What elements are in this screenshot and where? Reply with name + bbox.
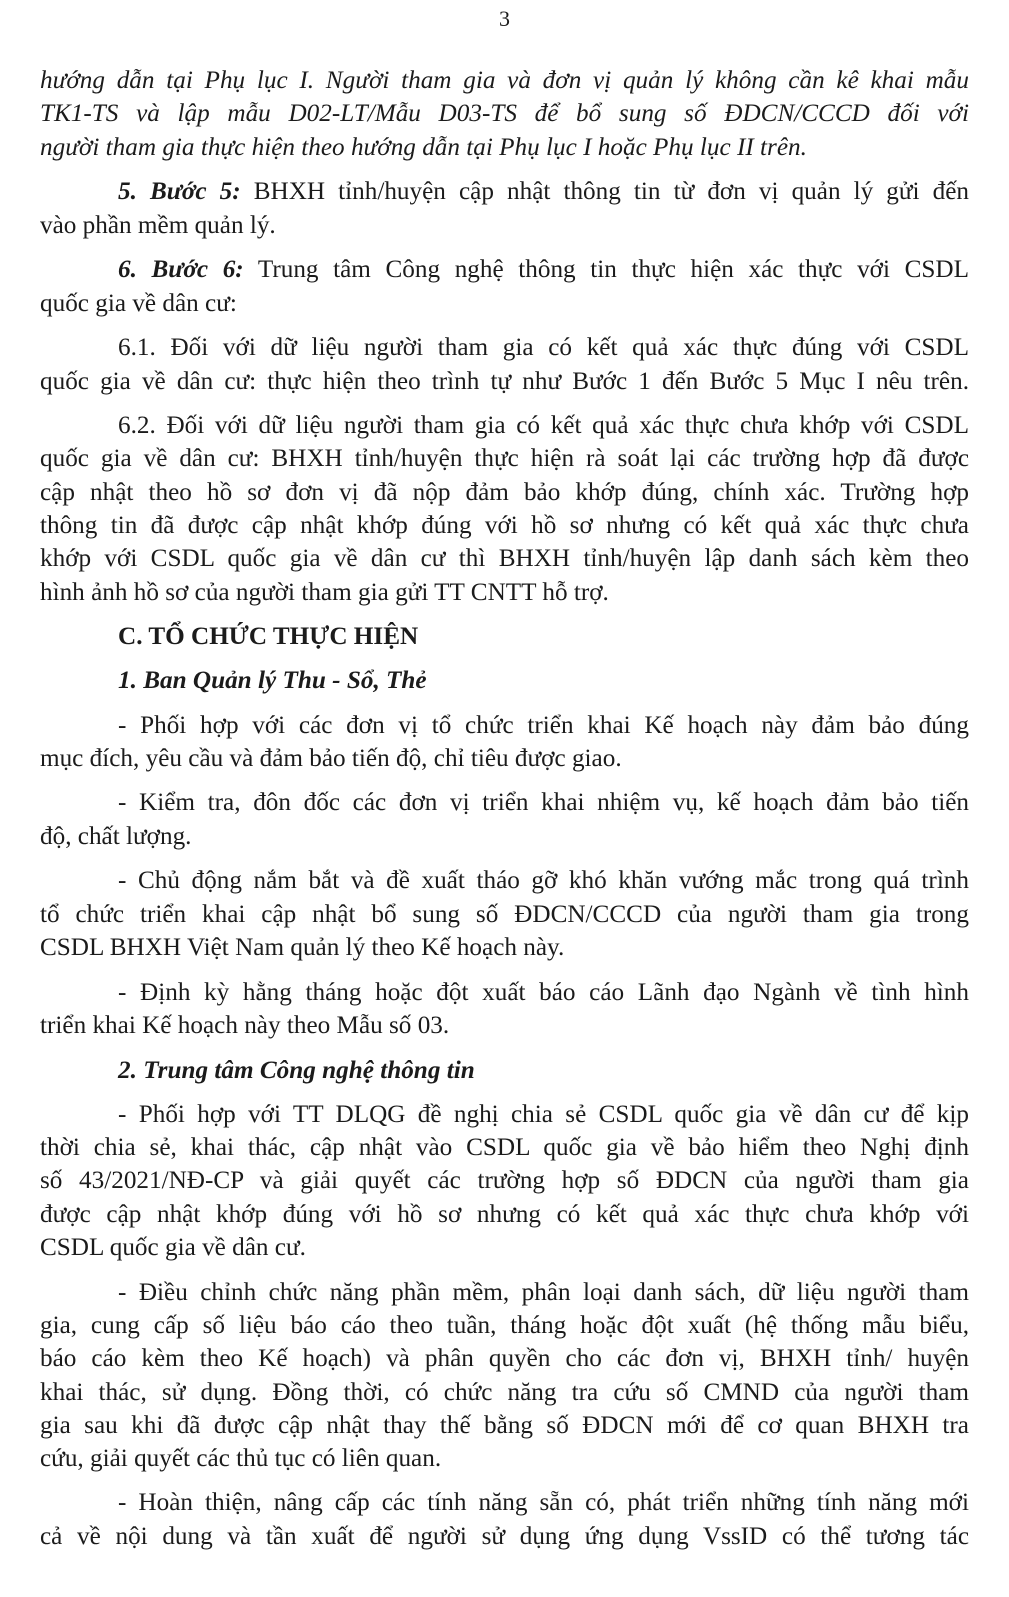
text-line: 2. Trung tâm Công nghệ thông tin xyxy=(118,1057,475,1084)
text-line: TK1-TS và lập mẫu D02-LT/Mẫu D03-TS để bổ sung số ĐDCN/CCCD đối với xyxy=(40,100,969,127)
text-line: số 43/2021/NĐ-CP và giải quyết các trường hợp số ĐDCN của người tham gia xyxy=(40,1167,969,1194)
text-line: quốc gia về dân cư: thực hiện theo trình tự như Bước 1 đến Bước 5 Mục I nêu trên. xyxy=(40,368,969,395)
text-line: 1. Ban Quản lý Thu - Sổ, Thẻ xyxy=(118,667,427,694)
page-number: 3 xyxy=(499,6,510,31)
text-line: hình ảnh hồ sơ của người tham gia gửi TT CNTT hỗ trợ. xyxy=(40,579,609,606)
text-line: người tham gia thực hiện theo hướng dẫn tại Phụ lục I hoặc Phụ lục II trên. xyxy=(40,134,807,161)
text-line: thời chia sẻ, khai thác, cập nhật vào CSDL quốc gia về bảo hiểm theo Nghị định xyxy=(40,1134,969,1161)
text-line: - Phối hợp với TT DLQG đề nghị chia sẻ CSDL quốc gia về dân cư để kịp xyxy=(118,1101,969,1128)
text-line: 5. Bước 5: BHXH tỉnh/huyện cập nhật thông tin từ đơn vị quản lý gửi đến xyxy=(118,178,969,205)
text-line: vào phần mềm quản lý. xyxy=(40,212,276,239)
text-line: quốc gia về dân cư: xyxy=(40,290,237,317)
text-line: CSDL BHXH Việt Nam quản lý theo Kế hoạch này. xyxy=(40,934,565,961)
text-line: - Điều chỉnh chức năng phần mềm, phân loại danh sách, dữ liệu người tham xyxy=(118,1279,969,1306)
text-line: thông tin đã được cập nhật khớp đúng với hồ sơ nhưng có kết quả xác thực chưa xyxy=(40,512,969,539)
text-line: - Hoàn thiện, nâng cấp các tính năng sẵn có, phát triển những tính năng mới xyxy=(118,1489,969,1516)
text-line: CSDL quốc gia về dân cư. xyxy=(40,1234,306,1261)
text-line: C. TỔ CHỨC THỰC HIỆN xyxy=(118,623,419,650)
text-line: triển khai Kế hoạch này theo Mẫu số 03. xyxy=(40,1012,450,1039)
text-line: khai thác, sử dụng. Đồng thời, có chức năng tra cứu số CMND của người tham xyxy=(40,1379,969,1406)
text-line: cứu, giải quyết các thủ tục có liên quan. xyxy=(40,1445,442,1472)
text-line: độ, chất lượng. xyxy=(40,823,192,850)
step-heading: 6. Bước 6: xyxy=(118,256,244,283)
text-line: 6.2. Đối với dữ liệu người tham gia có kết quả xác thực chưa khớp với CSDL xyxy=(118,412,969,439)
text-line: được cập nhật khớp đúng với hồ sơ nhưng có kết quả xác thực chưa khớp với xyxy=(40,1201,969,1228)
text-line: - Kiểm tra, đôn đốc các đơn vị triển khai nhiệm vụ, kế hoạch đảm bảo tiến xyxy=(118,789,969,816)
text-line: gia sau khi đã được cập nhật thay thế bằng số ĐDCN mới để cơ quan BHXH tra xyxy=(40,1412,969,1439)
text-line: - Chủ động nắm bắt và đề xuất tháo gỡ khó khăn vướng mắc trong quá trình xyxy=(118,867,969,894)
text-line: quốc gia về dân cư: BHXH tỉnh/huyện thực hiện rà soát lại các trường hợp đã được xyxy=(40,445,969,472)
text-line: khớp với CSDL quốc gia về dân cư thì BHXH tỉnh/huyện lập danh sách kèm theo xyxy=(40,545,969,572)
text-line: hướng dẫn tại Phụ lục I. Người tham gia và đơn vị quản lý không cần kê khai mẫu xyxy=(40,67,969,94)
text-line: - Định kỳ hằng tháng hoặc đột xuất báo cáo Lãnh đạo Ngành về tình hình xyxy=(118,979,969,1006)
text-line: 6. Bước 6: Trung tâm Công nghệ thông tin thực hiện xác thực với CSDL xyxy=(118,256,969,283)
text-line: tổ chức triển khai cập nhật bổ sung số ĐDCN/CCCD của người tham gia trong xyxy=(40,901,969,928)
step-heading: 5. Bước 5: xyxy=(118,178,241,205)
text-line: gia, cung cấp số liệu báo cáo theo tuần, tháng hoặc đột xuất (hệ thống mẫu biểu, xyxy=(40,1312,969,1339)
text-line: mục đích, yêu cầu và đảm bảo tiến độ, chỉ tiêu được giao. xyxy=(40,745,622,772)
text-line: cập nhật theo hồ sơ đơn vị đã nộp đảm bảo khớp đúng, chính xác. Trường hợp xyxy=(40,479,969,506)
text-line: báo cáo kèm theo Kế hoạch) và phân quyền cho các đơn vị, BHXH tỉnh/ huyện xyxy=(40,1345,969,1372)
text-line: - Phối hợp với các đơn vị tổ chức triển khai Kế hoạch này đảm bảo đúng xyxy=(118,712,969,739)
text-line: 6.1. Đối với dữ liệu người tham gia có kết quả xác thực đúng với CSDL xyxy=(118,334,969,361)
text-line: cả về nội dung và tần xuất để người sử dụng ứng dụng VssID có thể tương tác xyxy=(40,1523,969,1550)
